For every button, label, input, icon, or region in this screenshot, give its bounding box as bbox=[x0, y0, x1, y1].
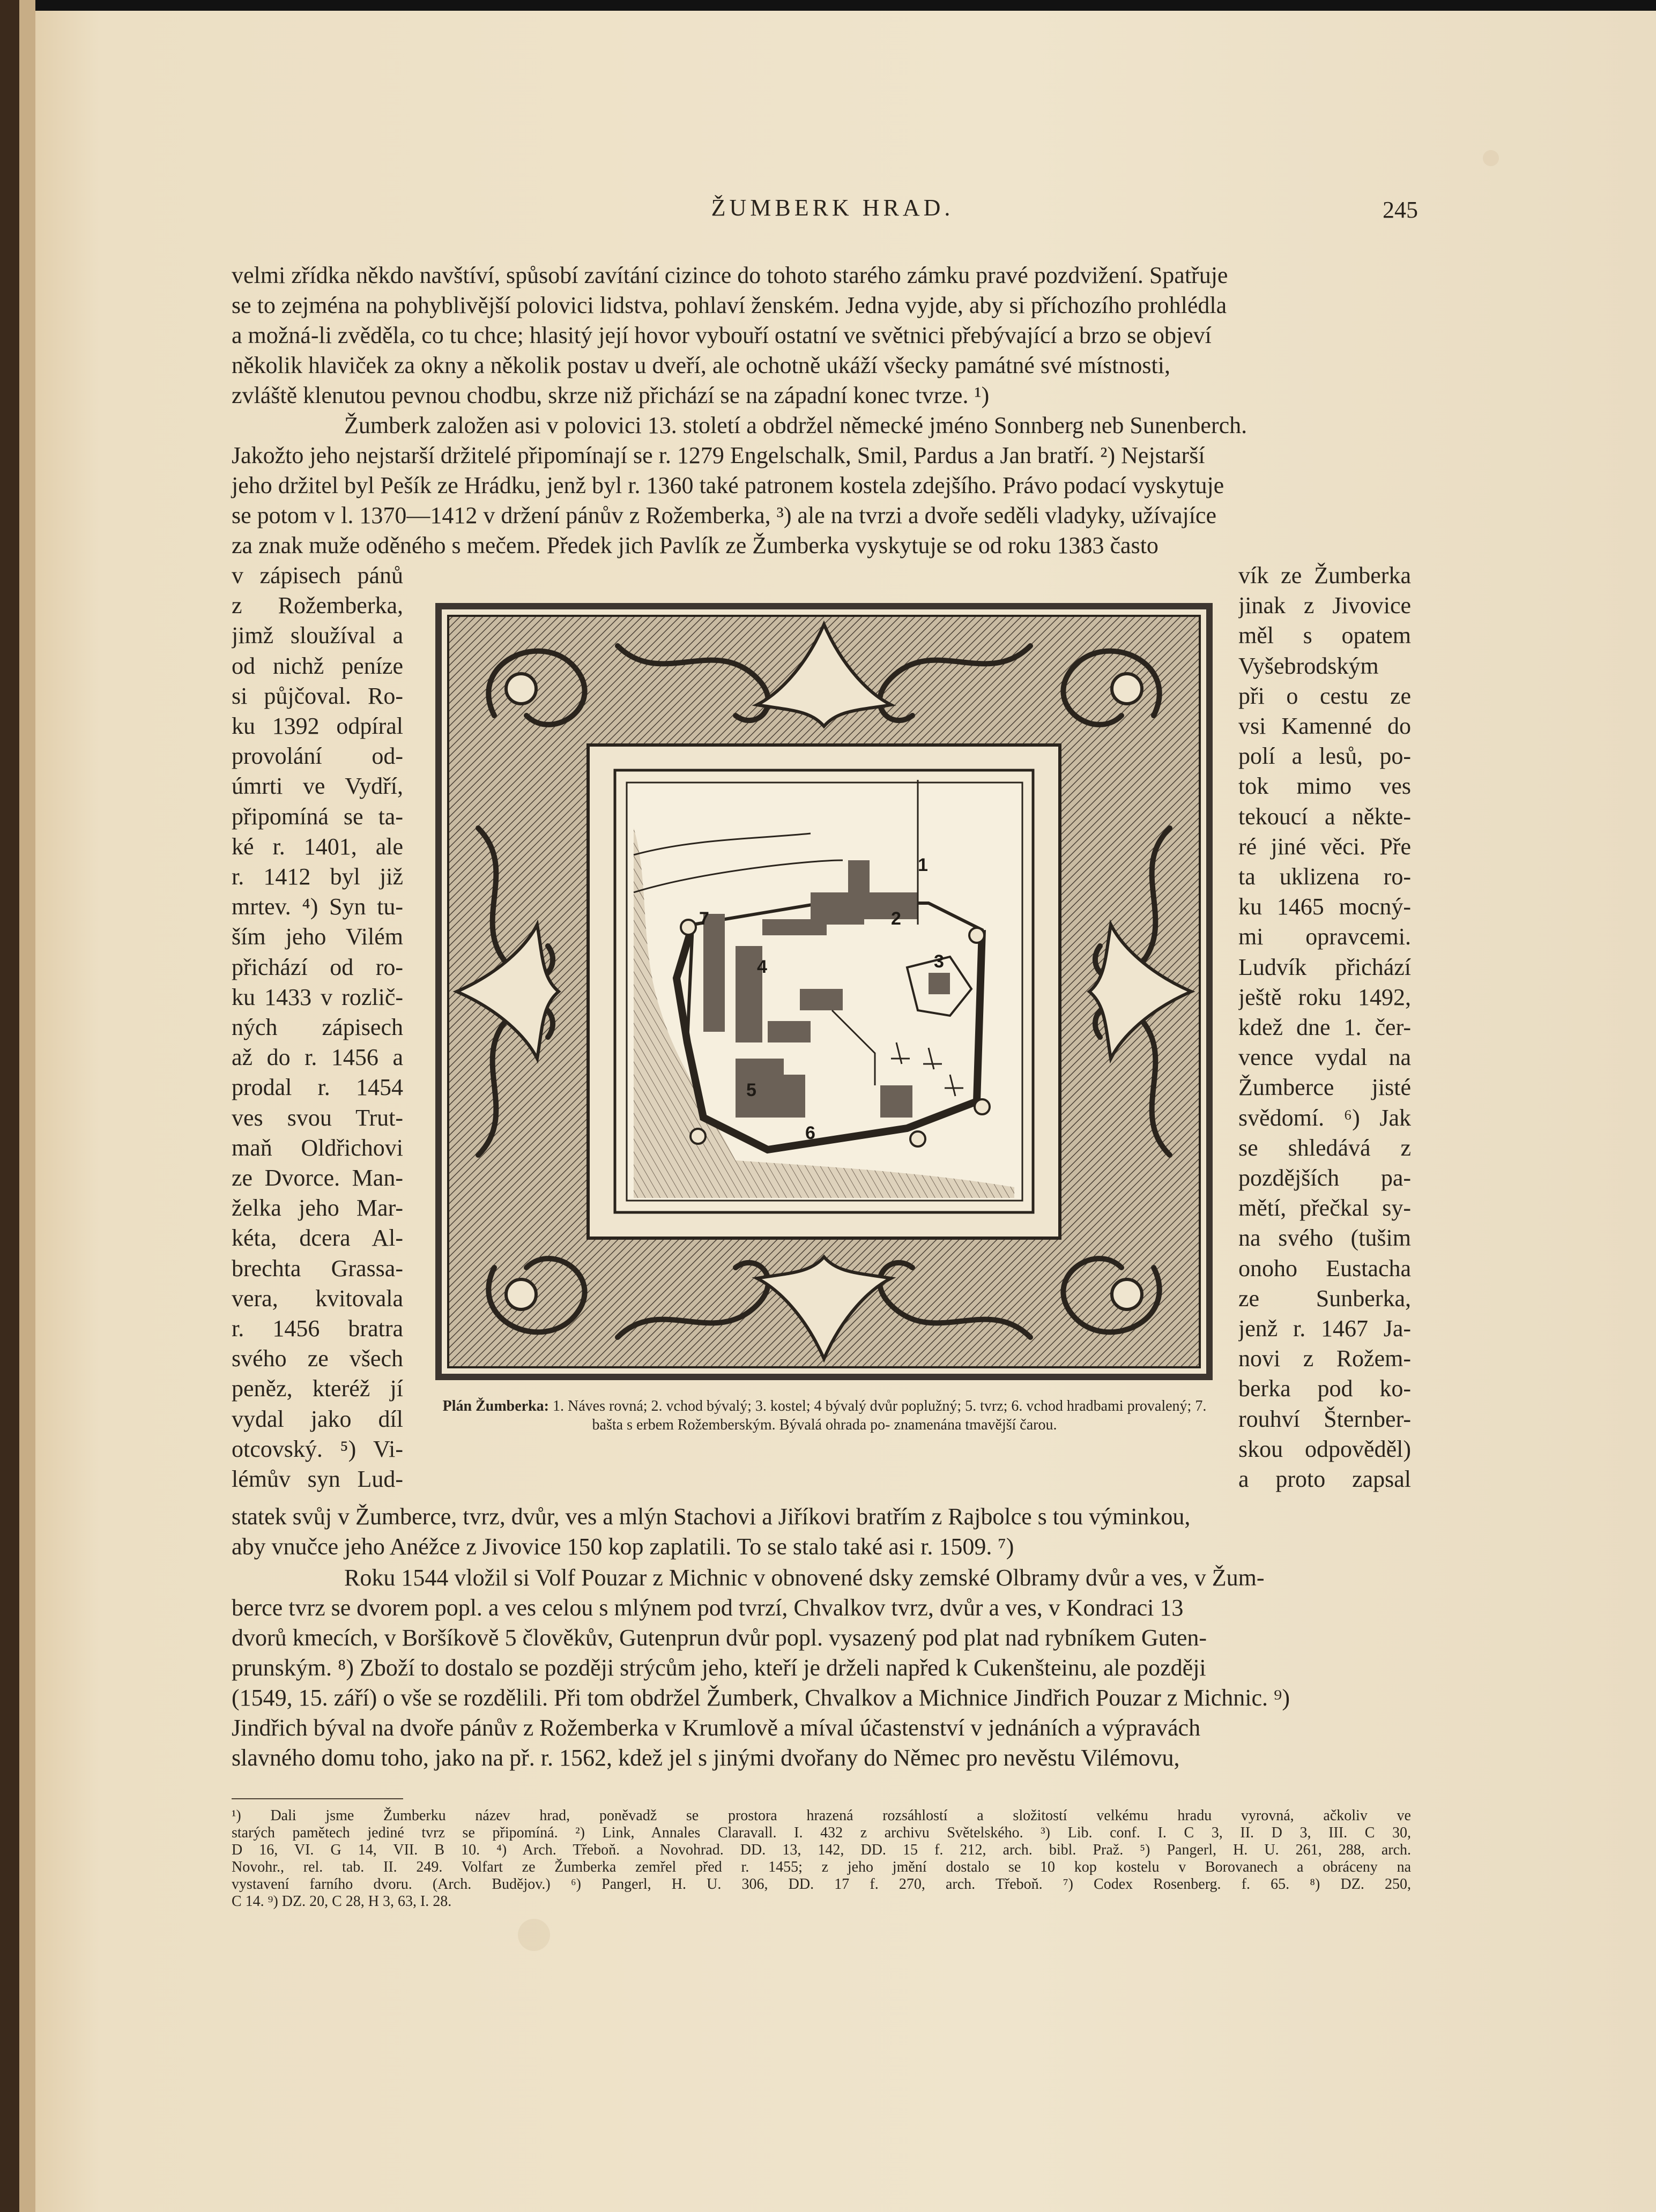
text-line: vsi Kamenné do bbox=[1238, 713, 1411, 740]
map-label-6: 6 bbox=[805, 1123, 815, 1143]
text-line: želka jeho Mar- bbox=[232, 1195, 403, 1222]
text-line: ké r. 1401, ale bbox=[232, 833, 403, 860]
third-paragraph bbox=[232, 1563, 1411, 1773]
text-line: novi z Rožem- bbox=[1238, 1345, 1411, 1372]
text-line: mětí, přečkal sy- bbox=[1238, 1195, 1411, 1222]
text-line: ves svou Trut- bbox=[232, 1104, 403, 1131]
text-line: velmi zřídka někdo navštíví, spůsobí zavítání cizince do tohoto starého zámku pravé pozdvižení. Spatřuje bbox=[232, 262, 1228, 288]
text-line: se shledává z bbox=[1238, 1134, 1411, 1161]
right-column-text bbox=[1238, 561, 1411, 1494]
map-label-1: 1 bbox=[918, 855, 928, 875]
text-line: Jakožto jeho nejstarší držitelé připomínají se r. 1279 Engelschalk, Smil, Pardus a Jan bratří. ²) Nejstarší bbox=[232, 442, 1205, 468]
footnote-separator bbox=[232, 1798, 403, 1799]
map-label-7: 7 bbox=[699, 908, 709, 929]
text-line: vera, kvitovala bbox=[232, 1285, 403, 1312]
text-line: C 14. ⁹) DZ. 20, C 28, H 3, 63, I. 28. bbox=[232, 1893, 452, 1910]
text-line: měl s opatem bbox=[1238, 622, 1411, 649]
text-line: aby vnučce jeho Anéžce z Jivovice 150 kop zaplatili. To se stalo také asi r. 1509. ⁷) bbox=[232, 1533, 1014, 1560]
text-line: ku 1433 v rozlič- bbox=[232, 984, 403, 1010]
text-line: vík ze Žumberka bbox=[1238, 562, 1411, 589]
text-line: (1549, 15. září) o vše se rozdělili. Při tom obdržel Žumberk, Chvalkov a Michnice Jindřich Pouzar z Michnic. ⁹) bbox=[232, 1685, 1290, 1711]
text-line: vystavení farního dvoru. (Arch. Budějov.) ⁶) Pangerl, H. U. 306, DD. 17 f. 270, arch. Třeboň. ⁷) Codex Rosenberg. f. 65. ⁸) DZ. 250, bbox=[232, 1876, 1411, 1893]
text-line: slavného domu toho, jako na př. r. 1562, kdež jel s jinými dvořany do Němec pro nevěstu Vilémovu, bbox=[232, 1745, 1180, 1771]
text-line: Žumberk založen asi v polovici 13. století a obdržel německé jméno Sonnberg neb Sunenberch. bbox=[344, 412, 1247, 438]
text-line: starých pamětech jediné tvrz se připomíná. ²) Link, Annales Claravall. I. 432 z archivu Světelského. ³) Lib. conf. I. C 3, II. D 3, III. C 30, bbox=[232, 1824, 1411, 1841]
text-line: jenž r. 1467 Ja- bbox=[1238, 1315, 1411, 1342]
text-line: Jindřich býval na dvoře pánův z Rožemberka v Krumlově a míval účastenství v jednáních a výpravách bbox=[232, 1715, 1201, 1741]
text-line: mi opravcemi. bbox=[1238, 923, 1411, 950]
text-line: se potom v l. 1370—1412 v držení pánův z Rožemberka, ³) ale na tvrzi a dvoře seděli vladyky, užívajíce bbox=[232, 502, 1216, 528]
text-line: vydal jako díl bbox=[232, 1405, 403, 1432]
text-line: Vyšebrodským bbox=[1238, 652, 1379, 679]
text-line: a proto zapsal bbox=[1238, 1466, 1411, 1493]
text-line: vence vydal na bbox=[1238, 1044, 1411, 1071]
scan-top-edge bbox=[0, 0, 1656, 11]
text-line: přichází od ro- bbox=[232, 954, 403, 980]
text-line: v zápisech pánů bbox=[232, 562, 403, 589]
page-number: 245 bbox=[1383, 197, 1418, 223]
text-line: ¹) Dali jsme Žumberku název hrad, poněvadž se prostora hrazená rozsáhlostí a složitostí velkému hradu vyrovná, ačkoliv ve bbox=[232, 1807, 1411, 1824]
text-line: kéta, dcera Al- bbox=[232, 1225, 403, 1252]
caption-text: 1. Náves rovná; 2. vchod bývalý; 3. kostel; 4 bývalý dvůr poplužný; 5. tvrz; 6. vchod hradbami provalený; 7. bašta s erbem Rožemberským. Bývalá ohrada po- znamenána tmavější čarou. bbox=[553, 1398, 1207, 1433]
text-line: za znak muže oděného s mečem. Předek jich Pavlík ze Žumberka vyskytuje se od roku 1383 často bbox=[232, 532, 1159, 558]
text-line: úmrti ve Vydří, bbox=[232, 773, 403, 800]
text-line: ku 1392 odpíral bbox=[232, 713, 403, 740]
text-line: polí a lesů, po- bbox=[1238, 743, 1411, 770]
text-line: Roku 1544 vložil si Volf Pouzar z Michnic v obnovené dsky zemské Olbramy dvůr a ves, v Žum- bbox=[344, 1565, 1265, 1591]
text-line: onoho Eustacha bbox=[1238, 1255, 1411, 1282]
footnotes bbox=[232, 1807, 1411, 1910]
text-line: maň Oldřichovi bbox=[232, 1134, 403, 1161]
text-line: jinak z Jivovice bbox=[1238, 592, 1411, 619]
text-line: na svého (tušim bbox=[1238, 1225, 1411, 1252]
text-line: připomíná se ta- bbox=[232, 803, 403, 830]
text-line: svědomí. ⁶) Jak bbox=[1238, 1104, 1411, 1131]
text-line: při o cestu ze bbox=[1238, 682, 1411, 709]
page-gutter bbox=[19, 0, 35, 2212]
text-line: od nichž peníze bbox=[232, 652, 403, 679]
map-label-3: 3 bbox=[934, 951, 944, 972]
text-line: několik hlaviček za okny a několik postav u dveří, ale ochotně ukáží všecky památné své místnosti, bbox=[232, 352, 1170, 378]
castle-plan-figure bbox=[435, 603, 1213, 1380]
text-line: se to zejména na pohyblivější polovici lidstva, pohlaví ženském. Jedna vyjde, aby si příchozího prohlédla bbox=[232, 292, 1227, 318]
text-line: kdež dne 1. čer- bbox=[1238, 1014, 1411, 1041]
map-label-5: 5 bbox=[746, 1080, 756, 1100]
text-line: brechta Grassa- bbox=[232, 1255, 403, 1282]
text-line: ku 1465 mocný- bbox=[1238, 893, 1411, 920]
text-line: otcovský. ⁵) Vi- bbox=[232, 1435, 403, 1462]
text-line: ta uklizena ro- bbox=[1238, 863, 1411, 890]
second-paragraph bbox=[232, 411, 1411, 561]
text-line: ším jeho Vilém bbox=[232, 923, 403, 950]
text-line: ze Sunberka, bbox=[1238, 1285, 1411, 1312]
text-line: dvorů kmecích, v Boršíkově 5 člověkův, Gutenprun dvůr popl. vysazený pod plat nad rybníkem Guten- bbox=[232, 1625, 1207, 1651]
top-paragraph bbox=[232, 260, 1411, 411]
text-line: prodal r. 1454 bbox=[232, 1074, 403, 1101]
text-line: jimž sloužíval a bbox=[232, 622, 403, 649]
text-line: statek svůj v Žumberce, tvrz, dvůr, ves a mlýn Stachovi a Jiříkovi bratřím z Rajbolce s tou výminkou, bbox=[232, 1503, 1191, 1530]
text-line: ještě roku 1492, bbox=[1238, 984, 1411, 1010]
text-line: r. 1412 byl již bbox=[232, 863, 403, 890]
text-line: jeho držitel byl Pešík ze Hrádku, jenž byl r. 1360 také patronem kostela zdejšího. Právo podací vyskytuje bbox=[232, 472, 1224, 498]
text-line: Ludvík přichází bbox=[1238, 954, 1411, 980]
text-line: ných zápisech bbox=[232, 1014, 403, 1041]
text-line: provolání od- bbox=[232, 743, 403, 770]
left-column-text bbox=[232, 561, 403, 1494]
text-line: lémův syn Lud- bbox=[232, 1466, 403, 1493]
map-label-4: 4 bbox=[757, 957, 767, 977]
text-line: berka pod ko- bbox=[1238, 1375, 1411, 1402]
running-title: ŽUMBERK HRAD. bbox=[711, 195, 954, 221]
text-line: zvláště klenutou pevnou chodbu, skrze niž přichází se na západní konec tvrze. ¹) bbox=[232, 382, 990, 408]
text-line: peněz, kteréž jí bbox=[232, 1375, 403, 1402]
text-line: až do r. 1456 a bbox=[232, 1044, 403, 1071]
text-line: z Rožemberka, bbox=[232, 592, 403, 619]
figure-caption bbox=[439, 1397, 1211, 1434]
text-line: rouhví Šternber- bbox=[1238, 1405, 1411, 1432]
text-line: mrtev. ⁴) Syn tu- bbox=[232, 893, 403, 920]
text-line: r. 1456 bratra bbox=[232, 1315, 403, 1342]
text-line: svého ze všech bbox=[232, 1345, 403, 1372]
text-line: Novohr., rel. tab. II. 249. Volfart ze Žumberka zemřel před r. 1455; z jeho jmění dostalo se 10 kop kostelu v Borovanech a obráceny na bbox=[232, 1859, 1411, 1875]
text-line: ze Dvorce. Man- bbox=[232, 1165, 403, 1191]
map-label-2: 2 bbox=[891, 908, 901, 929]
text-line: a možná-li zvěděla, co tu chce; hlasitý její hovor vybouří ostatní ve světnici přebývající a brzo se objeví bbox=[232, 322, 1212, 348]
book-binding-edge bbox=[0, 0, 19, 2212]
after-figure-paragraph bbox=[232, 1502, 1411, 1562]
text-line: tok mimo ves bbox=[1238, 773, 1411, 800]
text-line: ré jiné věci. Pře bbox=[1238, 833, 1411, 860]
text-line: D 16, VI. G 14, VII. B 10. ⁴) Arch. Třeboň. a Novohrad. DD. 13, 142, DD. 15 f. 212, arch. bibl. Praž. ⁵) Pangerl, H. U. 261, 288, arch. bbox=[232, 1842, 1411, 1858]
text-line: prunským. ⁸) Zboží to dostalo se později strýcům jeho, kteří je drželi napřed k Cukenšteinu, ale později bbox=[232, 1655, 1206, 1681]
text-line: tekoucí a někte- bbox=[1238, 803, 1411, 830]
caption-label: Plán Žumberka: bbox=[442, 1398, 549, 1414]
text-line: si půjčoval. Ro- bbox=[232, 682, 403, 709]
text-line: Žumberce jisté bbox=[1238, 1074, 1411, 1101]
text-line: berce tvrz se dvorem popl. a ves celou s mlýnem pod tvrzí, Chvalkov tvrz, dvůr a ves, v Kondraci 13 bbox=[232, 1595, 1184, 1621]
text-line: skou odpověděl) bbox=[1238, 1435, 1411, 1462]
text-line: pozdějších pa- bbox=[1238, 1165, 1411, 1191]
